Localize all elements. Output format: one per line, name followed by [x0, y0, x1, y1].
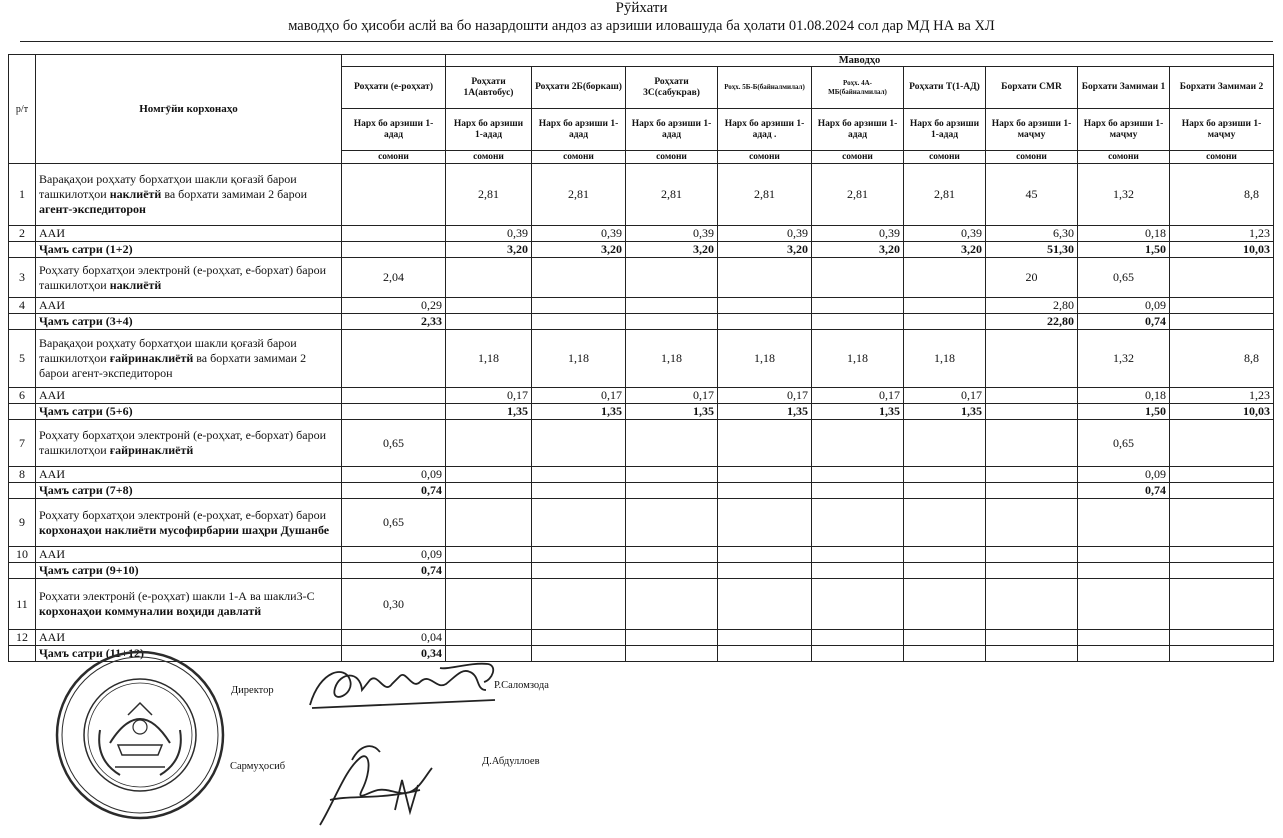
- column-unit: сомони: [446, 151, 532, 164]
- sum-cell: 1,35: [446, 404, 532, 420]
- column-subtitle: Нарх бо арзиши 1-маҷму: [986, 109, 1078, 151]
- row-number: 7: [9, 420, 36, 467]
- row-name: Роҳхату борхатҳои электронй (е-роҳхат, е-борхат) барои ташкилотҳои ғайринаклиётй: [36, 420, 342, 467]
- row-number: 5: [9, 330, 36, 388]
- column-unit: сомони: [986, 151, 1078, 164]
- column-unit: сомони: [342, 151, 446, 164]
- director-name: Р.Саломзода: [494, 680, 549, 691]
- value-cell: 2,81: [904, 164, 986, 226]
- vat-cell: 0,09: [342, 467, 446, 483]
- accountant-name: Д.Абдуллоев: [482, 756, 540, 767]
- sum-cell: 3,20: [904, 242, 986, 258]
- sum-label: Ҷамъ сатри (11+12): [36, 646, 342, 662]
- value-cell: 2,81: [718, 164, 812, 226]
- vat-cell: 0,04: [342, 630, 446, 646]
- vat-label: ААИ: [36, 630, 342, 646]
- column-subtitle: Нарх бо арзиши 1-адад: [446, 109, 532, 151]
- row-name: Роҳхату борхатҳои электронй (е-роҳхат, е-борхат) барои корхонаҳои наклиёти мусофирбарии шаҳри Душанбе: [36, 499, 342, 547]
- sum-cell: 0,74: [342, 563, 446, 579]
- row-number: 10: [9, 547, 36, 563]
- column-subtitle: Нарх бо арзиши 1-адад: [532, 109, 626, 151]
- value-cell: 1,18: [626, 330, 718, 388]
- value-cell: 1,18: [904, 330, 986, 388]
- vat-cell: 0,17: [718, 388, 812, 404]
- vat-cell: 2,80: [986, 298, 1078, 314]
- column-unit: сомони: [1170, 151, 1274, 164]
- sum-cell: 1,35: [718, 404, 812, 420]
- sum-cell: 1,50: [1078, 404, 1170, 420]
- column-title: Роҳхати 3С(сабукрав): [626, 67, 718, 109]
- sum-cell: 0,74: [342, 483, 446, 499]
- row-number: 1: [9, 164, 36, 226]
- value-cell: 8,8: [1170, 164, 1274, 226]
- vat-label: ААИ: [36, 226, 342, 242]
- vat-cell: 1,23: [1170, 226, 1274, 242]
- accountant-signature: [320, 746, 432, 825]
- row-name: Роҳхату борхатҳои электронй (е-роҳхат, е-борхат) барои ташкилотҳои наклиётй: [36, 258, 342, 298]
- column-title: Роҳхати 1А(автобус): [446, 67, 532, 109]
- row-number: 3: [9, 258, 36, 298]
- column-unit: сомони: [812, 151, 904, 164]
- sum-cell: 10,03: [1170, 242, 1274, 258]
- column-subtitle: Нарх бо арзиши 1-маҷму: [1170, 109, 1274, 151]
- director-signature: [310, 664, 495, 708]
- vat-cell: 1,23: [1170, 388, 1274, 404]
- header-group: Маводҳо: [446, 55, 1274, 67]
- vat-cell: 0,39: [718, 226, 812, 242]
- column-title: Борхати Замимаи 2: [1170, 67, 1274, 109]
- column-unit: сомони: [904, 151, 986, 164]
- column-title: Роҳх. 5Б-Б(байналмилал): [718, 67, 812, 109]
- sum-cell: 2,33: [342, 314, 446, 330]
- value-cell: 2,81: [532, 164, 626, 226]
- row-number: 2: [9, 226, 36, 242]
- row-number: 8: [9, 467, 36, 483]
- sum-cell: 3,20: [446, 242, 532, 258]
- vat-cell: 0,39: [446, 226, 532, 242]
- row-number: 4: [9, 298, 36, 314]
- vat-cell: 0,09: [342, 547, 446, 563]
- column-subtitle: Нарх бо арзиши 1-адад: [904, 109, 986, 151]
- value-cell: 1,18: [446, 330, 532, 388]
- value-cell: 1,18: [532, 330, 626, 388]
- sum-cell: 0,34: [342, 646, 446, 662]
- value-cell: 2,81: [446, 164, 532, 226]
- value-cell: 1,32: [1078, 164, 1170, 226]
- vat-cell: 0,29: [342, 298, 446, 314]
- sum-cell: 3,20: [532, 242, 626, 258]
- vat-cell: 0,09: [1078, 298, 1170, 314]
- vat-cell: 0,39: [626, 226, 718, 242]
- column-subtitle: Нарх бо арзиши 1-адад: [626, 109, 718, 151]
- sum-cell: 22,80: [986, 314, 1078, 330]
- sum-cell: 10,03: [1170, 404, 1274, 420]
- sum-label: Ҷамъ сатри (9+10): [36, 563, 342, 579]
- director-label: Директор: [231, 685, 274, 696]
- official-stamp: [57, 652, 223, 818]
- vat-cell: 0,17: [812, 388, 904, 404]
- sum-label: Ҷамъ сатри (3+4): [36, 314, 342, 330]
- vat-cell: 0,17: [904, 388, 986, 404]
- vat-cell: 0,18: [1078, 226, 1170, 242]
- sum-cell: 1,35: [904, 404, 986, 420]
- column-title: Борхати Замимаи 1: [1078, 67, 1170, 109]
- sum-cell: 51,30: [986, 242, 1078, 258]
- vat-cell: 0,39: [532, 226, 626, 242]
- value-cell: 0,65: [1078, 420, 1170, 467]
- vat-cell: 0,18: [1078, 388, 1170, 404]
- value-cell: 2,81: [626, 164, 718, 226]
- row-name: Роҳхати электронй (е-роҳхат) шакли 1-А ва шакли3-С корхонаҳои коммуналии воҳиди давлатй: [36, 579, 342, 630]
- sum-label: Ҷамъ сатри (5+6): [36, 404, 342, 420]
- vat-label: ААИ: [36, 298, 342, 314]
- value-cell: 2,04: [342, 258, 446, 298]
- column-subtitle: Нарх бо арзиши 1-адад: [812, 109, 904, 151]
- accountant-label: Сармуҳосиб: [230, 761, 286, 772]
- column-subtitle: Нарх бо арзиши 1-адад .: [718, 109, 812, 151]
- sum-cell: 0,74: [1078, 314, 1170, 330]
- value-cell: 2,81: [812, 164, 904, 226]
- column-unit: сомони: [1078, 151, 1170, 164]
- vat-cell: 0,09: [1078, 467, 1170, 483]
- value-cell: 1,18: [718, 330, 812, 388]
- value-cell: 45: [986, 164, 1078, 226]
- sum-cell: 1,35: [812, 404, 904, 420]
- value-cell: 20: [986, 258, 1078, 298]
- column-unit: сомони: [626, 151, 718, 164]
- sum-cell: 1,50: [1078, 242, 1170, 258]
- document-title: Рӯйхати: [615, 0, 668, 16]
- header-rt: р/т: [9, 55, 36, 164]
- value-cell: 0,65: [1078, 258, 1170, 298]
- row-number: 11: [9, 579, 36, 630]
- row-name: Варақаҳои роҳхату борхатҳои шакли қоғазй барои ташкилотҳои наклиётй ва борхати замимаи 2 барои агент-экспедиторон: [36, 164, 342, 226]
- column-title: Роҳхати Т(1-АД): [904, 67, 986, 109]
- sum-label: Ҷамъ сатри (7+8): [36, 483, 342, 499]
- row-number: 12: [9, 630, 36, 646]
- header-name: Номгӯйи корхонаҳо: [36, 55, 342, 164]
- value-cell: 0,65: [342, 420, 446, 467]
- row-number: 9: [9, 499, 36, 547]
- sum-cell: 3,20: [718, 242, 812, 258]
- value-cell: 1,32: [1078, 330, 1170, 388]
- sum-cell: 1,35: [532, 404, 626, 420]
- vat-cell: 0,17: [532, 388, 626, 404]
- sum-label: Ҷамъ сатри (1+2): [36, 242, 342, 258]
- column-title: Роҳхати 2Б(боркаш): [532, 67, 626, 109]
- value-cell: 0,65: [342, 499, 446, 547]
- value-cell: 8,8: [1170, 330, 1274, 388]
- column-title: Роҳх. 4А-МБ(байналмилал): [812, 67, 904, 109]
- sum-cell: 1,35: [626, 404, 718, 420]
- vat-cell: 0,17: [446, 388, 532, 404]
- vat-cell: 6,30: [986, 226, 1078, 242]
- sum-cell: 0,74: [1078, 483, 1170, 499]
- row-name: Варақаҳои роҳхату борхатҳои шакли қоғазй барои ташкилотҳои ғайринаклиётй ва борхати замимаи 2 барои агент-экспедиторон: [36, 330, 342, 388]
- sum-cell: 3,20: [812, 242, 904, 258]
- value-cell: 1,18: [812, 330, 904, 388]
- vat-label: ААИ: [36, 467, 342, 483]
- sum-cell: 3,20: [626, 242, 718, 258]
- value-cell: 0,30: [342, 579, 446, 630]
- column-unit: сомони: [532, 151, 626, 164]
- row-number: 6: [9, 388, 36, 404]
- column-unit: сомони: [718, 151, 812, 164]
- document-subtitle: маводҳо бо ҳисоби аслй ва бо назардошти андоз аз арзиши иловашуда ба ҳолати 01.08.2024 сол дар МД НА ва ХЛ: [288, 18, 995, 34]
- vat-label: ААИ: [36, 547, 342, 563]
- column-subtitle: Нарх бо арзиши 1-адад: [342, 109, 446, 151]
- vat-cell: 0,17: [626, 388, 718, 404]
- vat-cell: 0,39: [904, 226, 986, 242]
- column-subtitle: Нарх бо арзиши 1-маҷму: [1078, 109, 1170, 151]
- vat-label: ААИ: [36, 388, 342, 404]
- column-title: Роҳхати (е-роҳхат): [342, 67, 446, 109]
- column-title: Борхати CMR: [986, 67, 1078, 109]
- vat-cell: 0,39: [812, 226, 904, 242]
